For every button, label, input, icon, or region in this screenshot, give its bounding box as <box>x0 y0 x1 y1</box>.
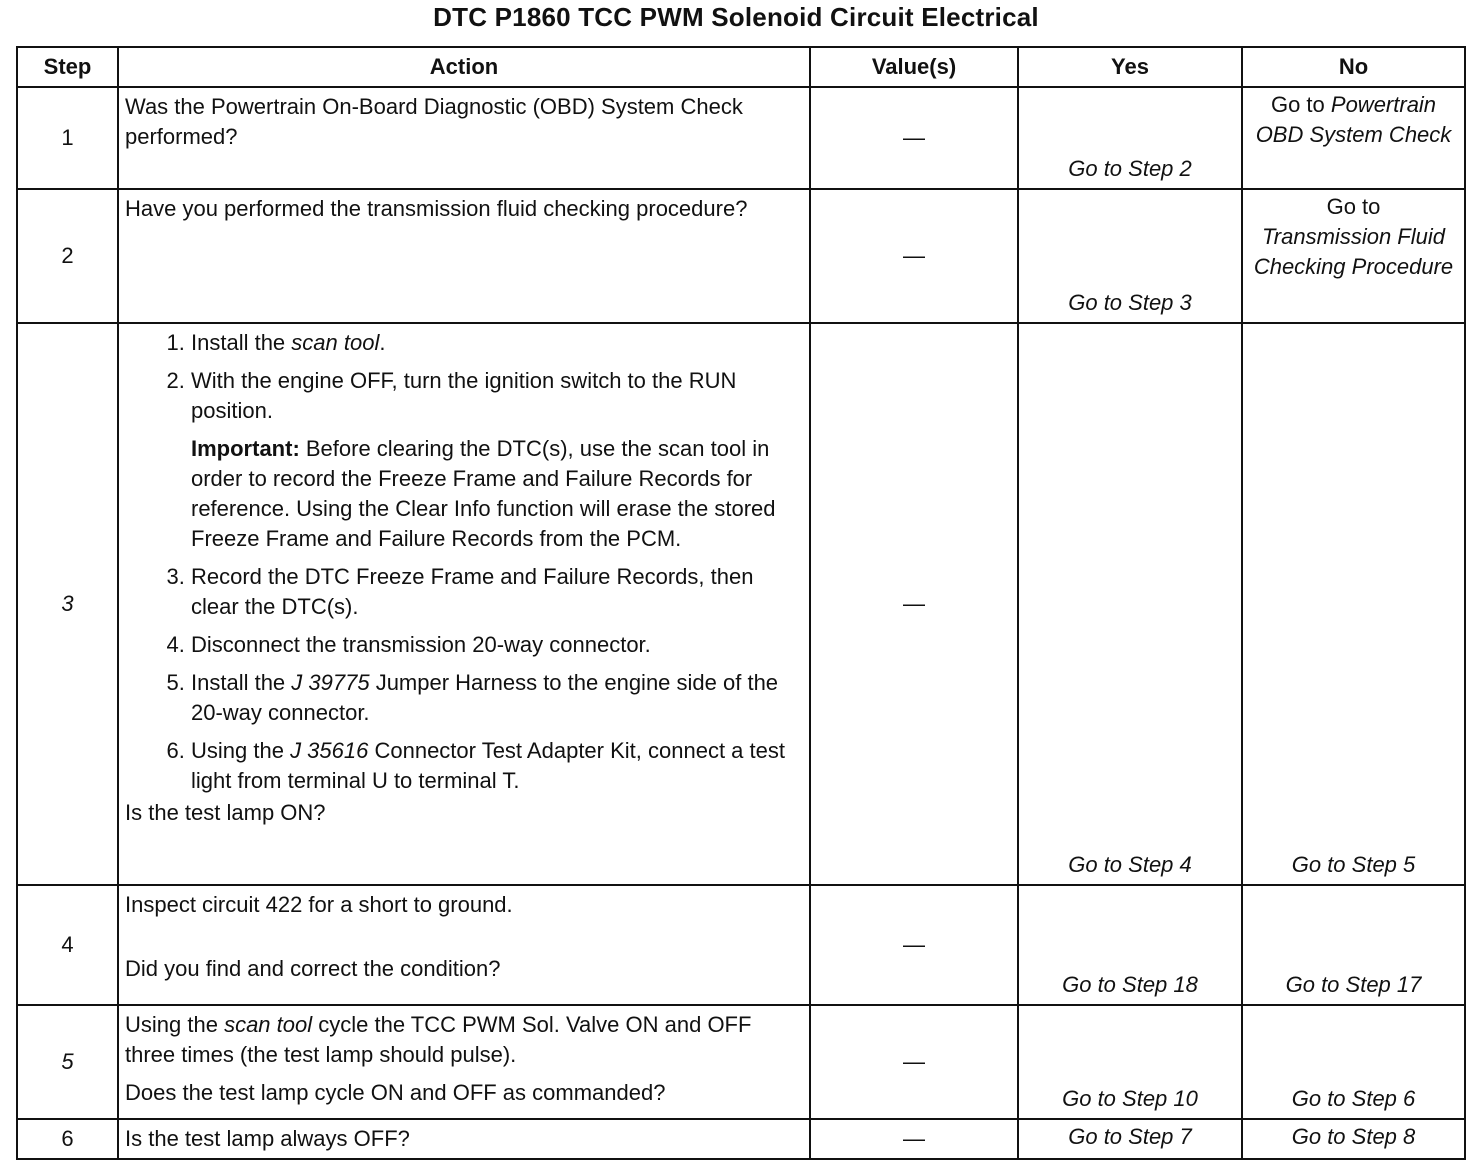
step-number <box>17 323 118 885</box>
tool-name: scan tool <box>291 330 380 355</box>
important-text: Before clearing the DTC(s), use the scan tool in order to record the Freeze Frame and Failure Records for reference. Using the Clear Info function will erase the stored Freeze Frame and Failure Records from the PCM. <box>191 436 776 551</box>
yes-link[interactable]: Go to Step 3 <box>1018 189 1242 323</box>
action-text: Inspect circuit 422 for a short to ground. <box>125 892 513 917</box>
step-number: 1 <box>17 87 118 189</box>
action-text-part: cycle the TCC PWM Sol. Valve ON and OFF three times (the test lamp should pulse). <box>125 1012 752 1067</box>
item-text: Jumper Harness to the engine side of the 20-way connector. <box>191 670 779 725</box>
step-number-text: 3 <box>61 591 74 616</box>
no-link[interactable]: Go to Step 5 <box>1242 323 1465 885</box>
step-number: 4 <box>17 885 118 1005</box>
value-cell: — <box>810 885 1018 1005</box>
yes-link[interactable]: Go to Step 4 <box>1018 323 1242 885</box>
no-link[interactable]: Transmission Fluid Checking Procedure <box>1253 224 1454 279</box>
header-values: Value(s) <box>810 47 1018 87</box>
list-item: 2. With the engine OFF, turn the ignition switch to the RUN position. <box>191 366 803 426</box>
yes-link[interactable]: Go to Step 18 <box>1018 885 1242 1005</box>
action-cell <box>118 323 810 885</box>
action-text-part: Using the <box>125 1012 225 1037</box>
no-prefix: Go to <box>1326 194 1381 219</box>
tool-name: J 39775 <box>291 670 370 695</box>
list-item <box>191 736 803 796</box>
yes-link[interactable]: Go to Step 2 <box>1018 87 1242 189</box>
table-row <box>17 1119 1465 1159</box>
table-row <box>17 885 1465 1005</box>
no-link[interactable]: Go to Step 8 <box>1242 1119 1465 1159</box>
action-text: Was the Powertrain On-Board Diagnostic (OBD) System Check performed? <box>118 87 810 189</box>
tool-name: J 35616 <box>290 738 369 763</box>
question-text: Does the test lamp cycle ON and OFF as commanded? <box>125 1080 666 1105</box>
value-cell: — <box>810 189 1018 323</box>
question-text: Is the test lamp ON? <box>125 800 326 825</box>
table-row <box>17 189 1465 323</box>
action-text: Is the test lamp always OFF? <box>118 1119 810 1159</box>
step-number-text: 5 <box>61 1049 74 1074</box>
value-cell: — <box>810 1119 1018 1159</box>
action-text <box>125 1010 803 1070</box>
table-row <box>17 323 1465 885</box>
value-cell: — <box>810 1005 1018 1119</box>
table-row <box>17 87 1465 189</box>
step-number: 6 <box>17 1119 118 1159</box>
action-cell <box>118 1005 810 1119</box>
value-cell: — <box>810 323 1018 885</box>
table-row <box>17 1005 1465 1119</box>
action-cell <box>118 885 810 1005</box>
tool-name: scan tool <box>224 1012 313 1037</box>
yes-link[interactable]: Go to Step 10 <box>1018 1005 1242 1119</box>
item-text: . <box>379 330 386 355</box>
item-text: Connector Test Adapter Kit, connect a test light from terminal U to terminal T. <box>191 738 785 793</box>
no-prefix: Go to <box>1270 92 1325 117</box>
header-no: No <box>1242 47 1465 87</box>
header-row <box>17 47 1465 87</box>
no-cell <box>1242 189 1465 323</box>
list-item <box>191 328 803 358</box>
value-cell: — <box>810 87 1018 189</box>
header-action: Action <box>118 47 810 87</box>
no-link[interactable]: Go to Step 17 <box>1242 885 1465 1005</box>
question-text: Did you find and correct the condition? <box>125 956 501 981</box>
spacer <box>125 920 803 954</box>
list-item <box>191 668 803 728</box>
list-item: 3. Record the DTC Freeze Frame and Failure Records, then clear the DTC(s). <box>191 562 803 622</box>
item-text: Install the <box>191 330 292 355</box>
important-label: Important: <box>191 436 300 461</box>
procedure-list <box>125 328 803 426</box>
list-item: 4. Disconnect the transmission 20-way connector. <box>191 630 803 660</box>
page-title: DTC P1860 TCC PWM Solenoid Circuit Electrical <box>433 2 1039 32</box>
action-text: Have you performed the transmission fluid checking procedure? <box>118 189 810 323</box>
step-number <box>17 1005 118 1119</box>
item-text: Install the <box>191 670 292 695</box>
header-step: Step <box>17 47 118 87</box>
important-note <box>191 434 803 554</box>
step-number: 2 <box>17 189 118 323</box>
item-text: Using the <box>191 738 291 763</box>
diagnostic-table <box>16 46 1466 1160</box>
header-yes: Yes <box>1018 47 1242 87</box>
yes-link[interactable]: Go to Step 7 <box>1018 1119 1242 1159</box>
no-cell <box>1242 87 1465 189</box>
no-link[interactable]: Go to Step 6 <box>1242 1005 1465 1119</box>
procedure-list <box>125 562 803 796</box>
no-link[interactable]: Powertrain OBD System Check <box>1255 92 1452 147</box>
